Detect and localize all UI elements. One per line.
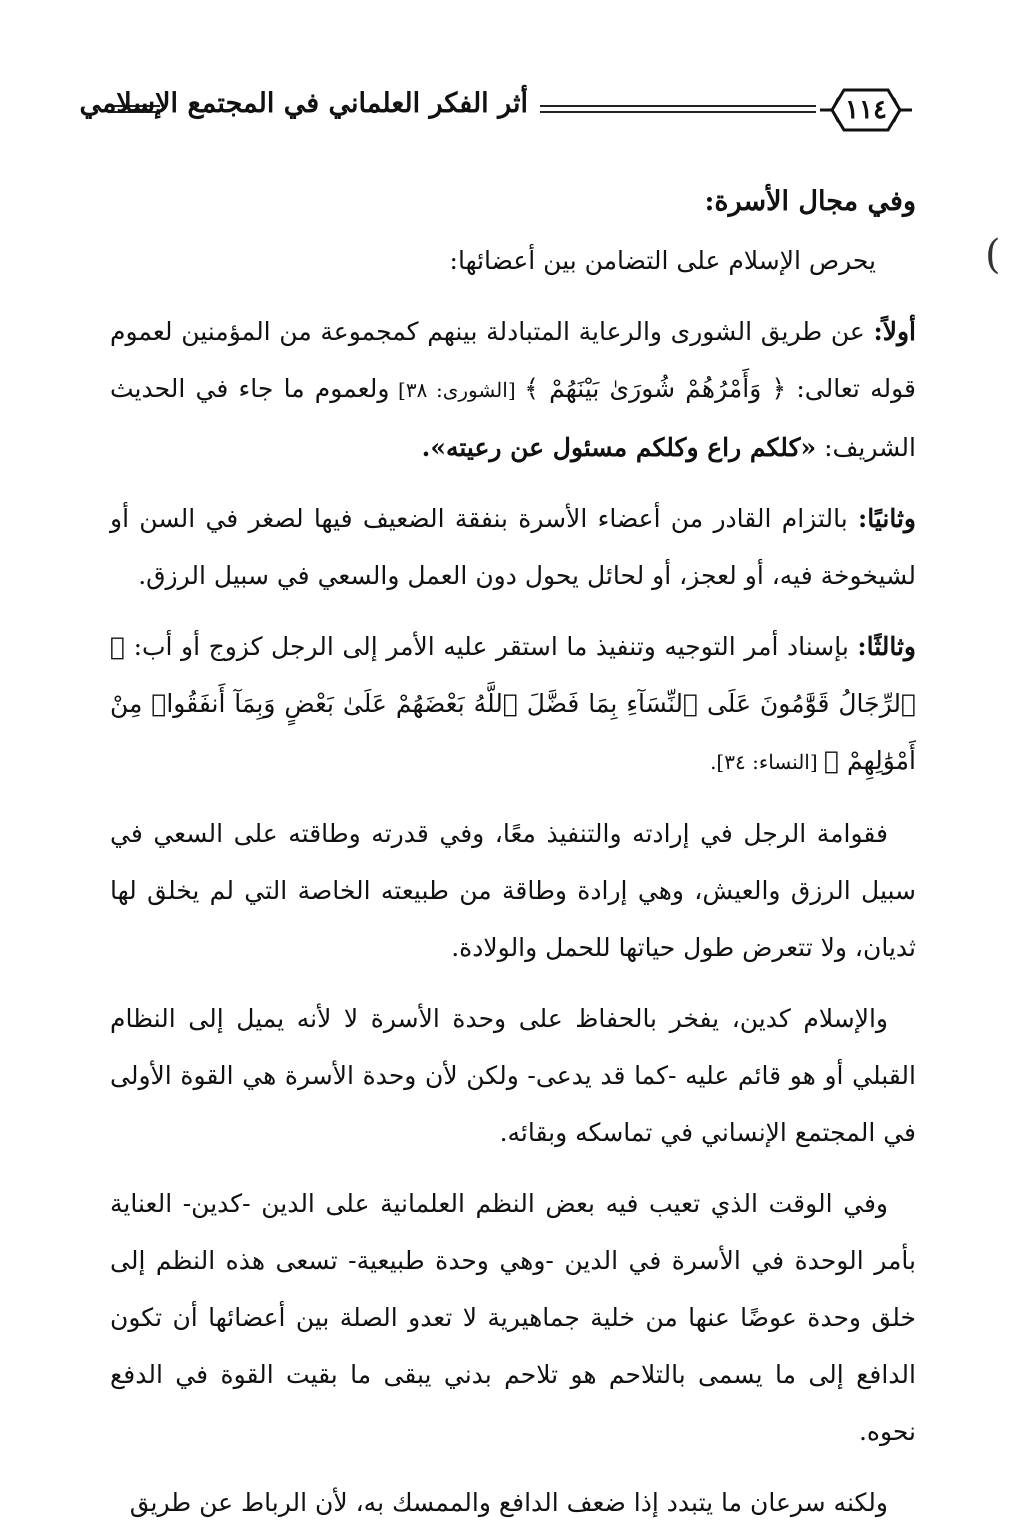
margin-mark: (	[985, 232, 1001, 278]
intro-line: يحرص الإسلام على التضامن بين أعضائها:	[449, 246, 876, 275]
quran-verse-nisa: ﴿ ٱلرِّجَالُ قَوَّٰمُونَ عَلَى ٱلنِّسَآءِ بِمَا فَضَّلَ ٱللَّهُ بَعْضَهُمْ عَلَىٰ بَعْضٍ وَبِمَآ أَنفَقُوا۟ مِنْ أَمْوَٰلِهِمْ ﴾	[110, 632, 916, 775]
hadith-quote: «كلكم راع وكلكم مسئول عن رعيته».	[421, 433, 817, 462]
paragraph-1-lead: أولاً:	[873, 317, 916, 346]
paragraph-1-text-cont: ولعموم ما جاء في الحديث الشريف:	[110, 374, 916, 462]
paragraph-3	[110, 618, 916, 791]
paragraph-1-text: عن طريق الشورى والرعاية المتبادلة بينهم كمجموعة من المؤمنين لعموم قوله تعالى:	[110, 317, 916, 403]
page-number-badge	[818, 82, 914, 138]
paragraph-2-text: بالتزام القادر من أعضاء الأسرة بنفقة الضعيف فيها لصغر في السن أو لشيخوخة فيه، أو لعجز، أو لحائل يحول دون العمل والسعي في سبيل الرزق.	[110, 504, 916, 590]
paragraph-5: والإسلام كدين، يفخر بالحفاظ على وحدة الأسرة لا لأنه يميل إلى النظام القبلي أو هو قائم عليه -كما قد يدعى- ولكن لأن وحدة الأسرة هي القوة الأولى في المجتمع الإنساني في تماسكه وبقائه.	[110, 1004, 916, 1147]
header-rule-right-lower	[540, 111, 816, 113]
paragraph-4: فقوامة الرجل في إرادته والتنفيذ معًا، وفي قدرته وطاقته على السعي في سبيل الرزق والعيش، وهي إرادة وطاقة من طبيعته الخاصة التي لم يخلق لها ثديان، ولا تتعرض طول حياتها للحمل والولادة.	[110, 819, 916, 962]
verse-reference-shura: [الشورى: ٣٨]	[389, 378, 525, 402]
running-title: أثر الفكر العلماني في المجتمع الإسلامي	[160, 88, 536, 119]
verse-reference-nisa: [النساء: ٣٤].	[710, 750, 825, 774]
paragraph-2-lead: وثانيًا:	[858, 504, 916, 533]
page-number: ١١٤	[845, 95, 887, 125]
paragraph-1	[110, 303, 916, 476]
paragraph-3-lead: وثالثًا:	[857, 632, 916, 661]
body-text	[110, 172, 916, 1531]
quran-verse-shura: ﴿ وَأَمْرُهُمْ شُورَىٰ بَيْنَهُمْ ﴾	[524, 374, 787, 403]
page-header	[79, 70, 916, 150]
paragraph-3-text: بإسناد أمر التوجيه وتنفيذ ما استقر عليه الأمر إلى الرجل كزوج أو أب:	[125, 632, 858, 661]
paragraph-2	[110, 490, 916, 604]
section-heading: وفي مجال الأسرة:	[704, 186, 916, 217]
paragraph-6: وفي الوقت الذي تعيب فيه بعض النظم العلمانية على الدين -كدين- العناية بأمر الوحدة في الأسرة في الدين -وهي وحدة طبيعية- تسعى هذه النظم إلى خلق وحدة عوضًا عنها من خلية جماهيرية لا تعدو الصلة بين أعضائها أن تكون الدافع إلى ما يسمى بالتلاحم هو تلاحم بدني يبقى ما بقيت القوة في الدفع نحوه.	[110, 1189, 916, 1446]
paragraph-7: ولكنه سرعان ما يتبدد إذا ضعف الدافع والممسك به، لأن الرباط عن طريق	[129, 1488, 888, 1517]
header-rule-right	[540, 105, 816, 107]
